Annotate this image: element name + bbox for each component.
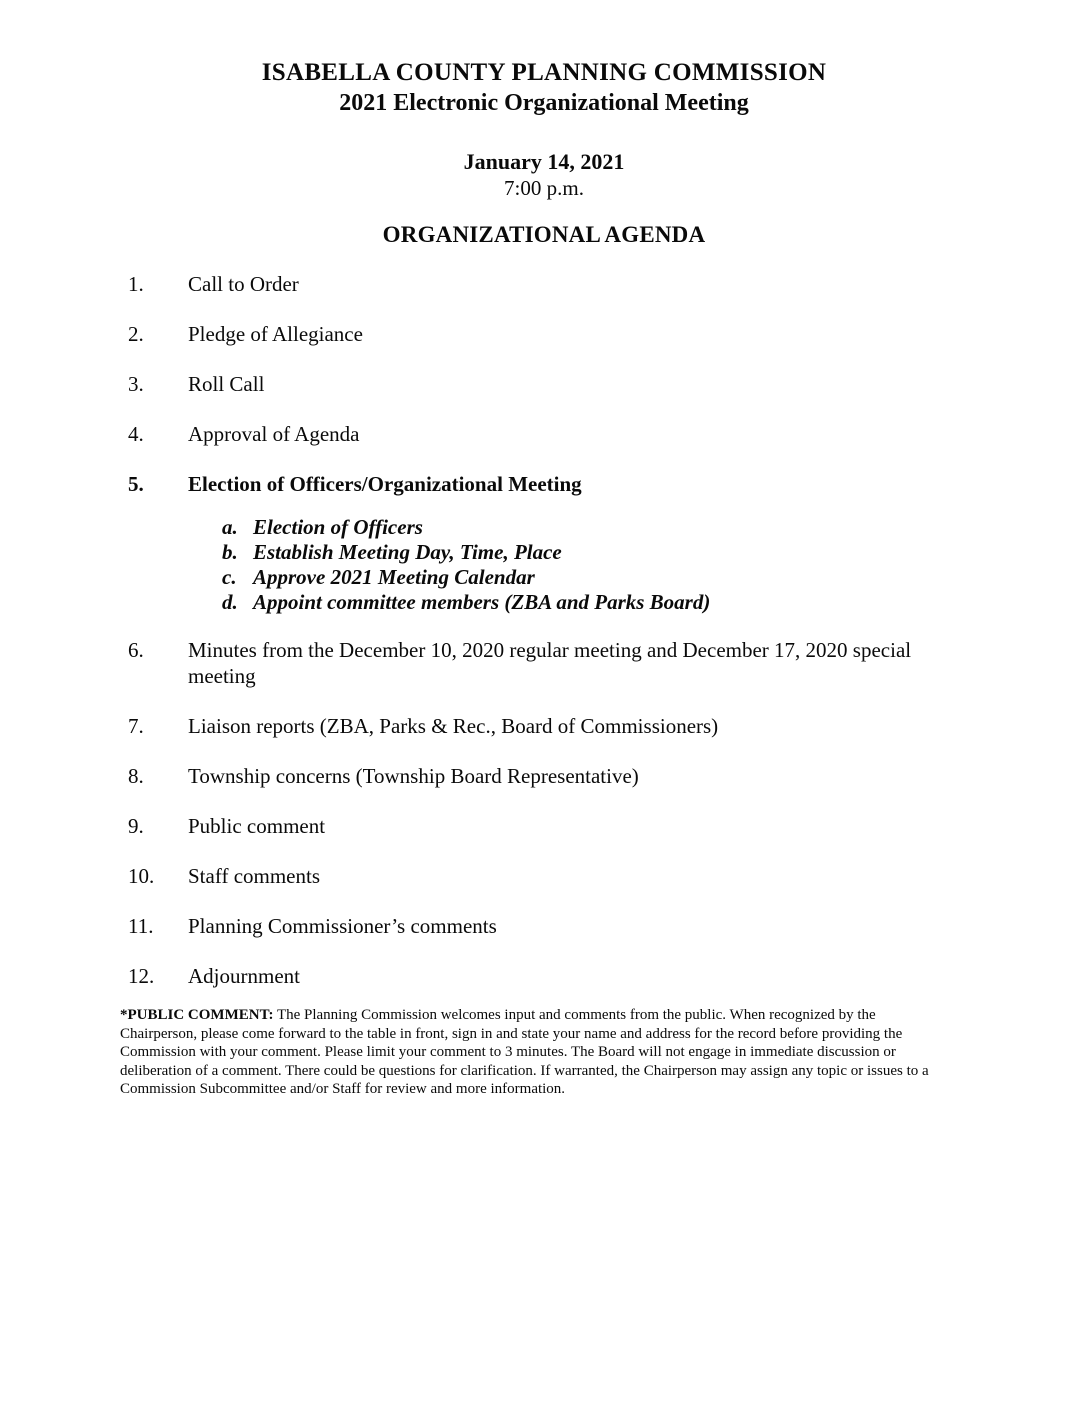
agenda-subitem-label: Appoint committee members (ZBA and Parks Board) xyxy=(253,590,711,614)
agenda-item-number: 3. xyxy=(128,372,144,396)
agenda-item xyxy=(128,763,948,789)
agenda-subitem-label: Approve 2021 Meeting Calendar xyxy=(253,565,535,589)
agenda-item-number: 12. xyxy=(128,964,155,988)
agenda-item-label: Staff comments xyxy=(188,864,321,888)
agenda-item xyxy=(128,813,948,839)
agenda-item-number: 5. xyxy=(128,472,144,496)
agenda-item xyxy=(128,321,948,347)
agenda-item-number: 1. xyxy=(128,272,144,296)
public-comment-body: The Planning Commission welcomes input and comments from the public. When recognized by the Chairperson, please come forward to the table in front, sign in and state your name and address for the record before providing the Commission with your comment. Please limit your comment to 3 minutes. The Board will not engage in immediate discussion or deliberation of a comment. There could be questions for clarification. If warranted, the Chairperson may assign any topic or issues to a Commission Subcommittee and/or Staff for review and more information. xyxy=(120,1007,929,1098)
agenda-item-number: 10. xyxy=(128,864,155,888)
agenda-subitem xyxy=(222,590,948,615)
agenda-subitem xyxy=(222,540,948,565)
agenda-item-label: Election of Officers/Organizational Meeting xyxy=(188,472,582,496)
agenda-item-label: Liaison reports (ZBA, Parks & Rec., Board of Commissioners) xyxy=(188,714,719,738)
agenda-item-label: Call to Order xyxy=(188,272,299,296)
public-comment-label: *PUBLIC COMMENT: xyxy=(120,1007,274,1023)
agenda-subitem-list xyxy=(222,515,948,615)
agenda-item-number: 2. xyxy=(128,322,144,346)
agenda-subitem-letter: c. xyxy=(222,565,237,589)
agenda-subitem xyxy=(222,515,948,540)
agenda-item-number: 7. xyxy=(128,714,144,738)
agenda-item-label: Minutes from the December 10, 2020 regular meeting and December 17, 2020 special meeting xyxy=(188,638,912,688)
agenda-heading: ORGANIZATIONAL AGENDA xyxy=(382,222,706,247)
meeting-time: 7:00 p.m. xyxy=(504,176,584,200)
public-comment-footnote xyxy=(120,1006,948,1099)
meeting-title: 2021 Electronic Organizational Meeting xyxy=(339,90,749,116)
agenda-subitem-label: Election of Officers xyxy=(253,515,423,539)
organization-title: ISABELLA COUNTY PLANNING COMMISSION xyxy=(261,59,827,86)
agenda-item-label: Public comment xyxy=(188,814,326,838)
document-header xyxy=(0,58,1088,118)
agenda-item-label: Roll Call xyxy=(188,372,265,396)
agenda-item-number: 9. xyxy=(128,814,144,838)
agenda-item-label: Approval of Agenda xyxy=(188,422,360,446)
agenda-item-number: 4. xyxy=(128,422,144,446)
agenda-item-label: Planning Commissioner’s comments xyxy=(188,914,497,938)
agenda-subitem-letter: d. xyxy=(222,590,238,614)
meeting-datetime xyxy=(0,148,1088,201)
agenda-subitem-letter: a. xyxy=(222,515,238,539)
agenda-item xyxy=(128,963,948,989)
agenda-item xyxy=(128,421,948,447)
agenda-item xyxy=(128,371,948,397)
agenda-item-number: 8. xyxy=(128,764,144,788)
agenda-item xyxy=(128,471,948,615)
agenda-item-label: Township concerns (Township Board Representative) xyxy=(188,764,639,788)
agenda-item xyxy=(128,637,948,689)
agenda-subitem-letter: b. xyxy=(222,540,238,564)
agenda-item-number: 11. xyxy=(128,914,154,938)
meeting-date: January 14, 2021 xyxy=(463,149,625,174)
agenda-item-label: Pledge of Allegiance xyxy=(188,322,363,346)
agenda-subitem-label: Establish Meeting Day, Time, Place xyxy=(253,540,562,564)
agenda-subitem xyxy=(222,565,948,590)
agenda-item xyxy=(128,713,948,739)
agenda-item xyxy=(128,863,948,889)
agenda-item xyxy=(128,271,948,297)
agenda-item xyxy=(128,913,948,939)
agenda-item-label: Adjournment xyxy=(188,964,300,988)
agenda-list xyxy=(128,271,948,1013)
agenda-item-number: 6. xyxy=(128,638,144,662)
